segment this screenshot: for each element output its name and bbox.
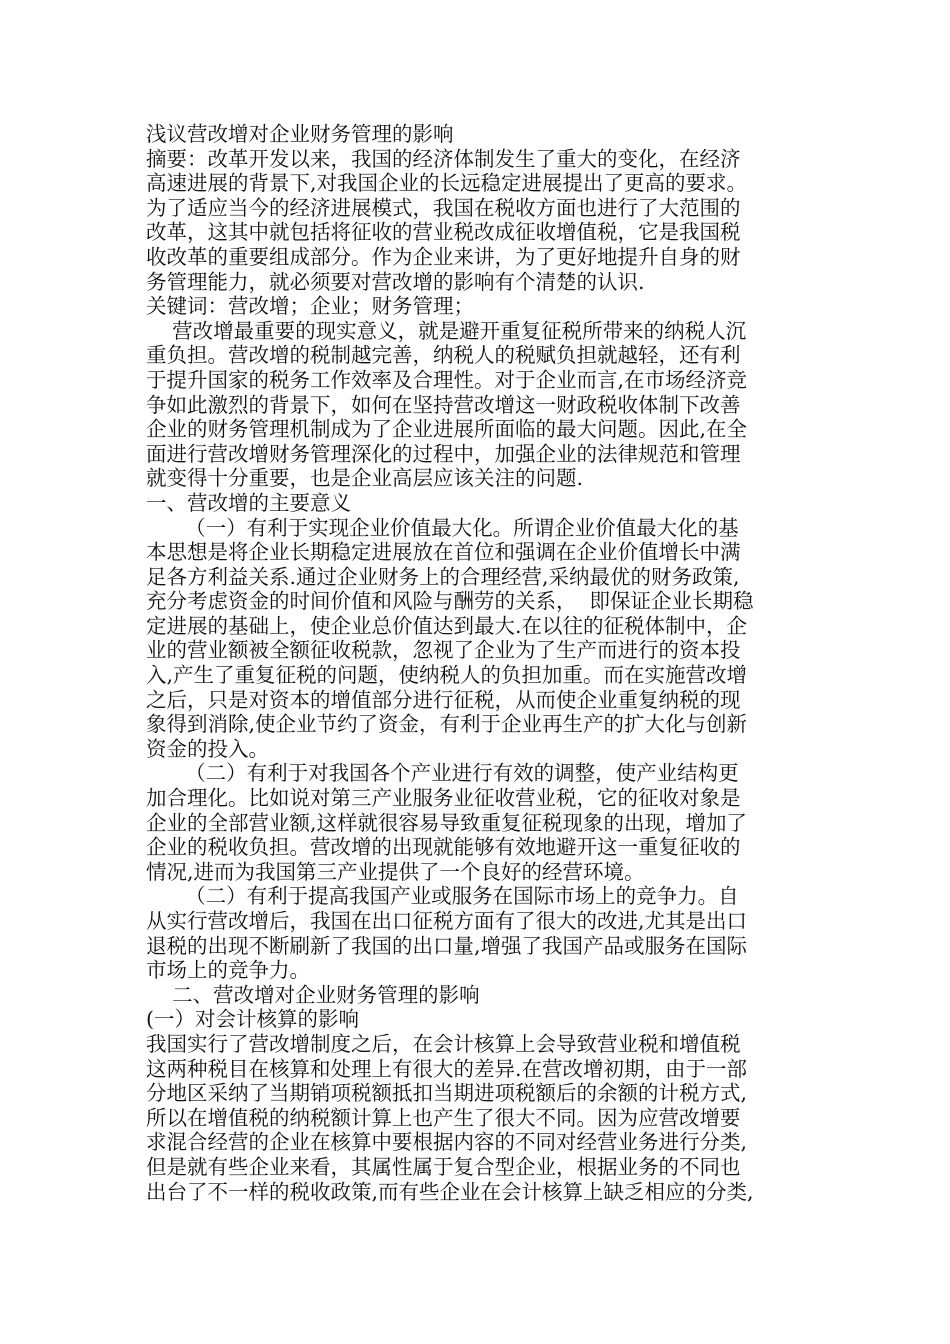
section-2-p1-line-2: 这两种税目在核算和处理上有很大的差异.在营改增初期，由于一部 — [146, 1056, 748, 1081]
section-1-p1-line-3: 足各方利益关系.通过企业财务上的合理经营,采纳最优的财务政策, — [146, 564, 740, 589]
intro-line-1: 营改增最重要的现实意义，就是避开重复征税所带来的纳税人沉 — [146, 318, 747, 343]
abstract-line-4: 改革，这其中就包括将征收的营业税改成征收增值税，它是我国税 — [146, 220, 741, 245]
abstract-line-3: 为了适应当今的经济进展模式，我国在税收方面也进行了大范围的 — [146, 195, 741, 220]
section-1-p1-line-10: 资金的投入。 — [146, 736, 269, 761]
section-2-heading: 二、营改增对企业财务管理的影响 — [146, 982, 480, 1007]
section-1-p1-line-1: （一）有利于实现企业价值最大化。所谓企业价值最大化的基 — [146, 515, 739, 540]
section-1-p2-line-3: 企业的全部营业额,这样就很容易导致重复征税现象的出现，增加了 — [146, 810, 748, 835]
section-2-p1-line-1: 我国实行了营改增制度之后，在会计核算上会导致营业税和增值税 — [146, 1031, 741, 1056]
intro-line-5: 企业的财务管理机制成为了企业进展所面临的最大问题。因此,在全 — [146, 417, 748, 442]
section-1-p2-line-1: （二）有利于对我国各个产业进行有效的调整，使产业结构更 — [146, 761, 739, 786]
keywords-line: 关键词：营改增；企业；财务管理； — [146, 294, 474, 319]
intro-line-7: 就变得十分重要，也是企业高层应该关注的问题. — [146, 466, 584, 491]
section-2-p1-line-7: 出台了不一样的税收政策,而有些企业在会计核算上缺乏相应的分类, — [146, 1179, 754, 1204]
document-page — [146, 122, 806, 1204]
section-2-p1-line-4: 所以在增值税的纳税额计算上也产生了很大不同。因为应营改增要 — [146, 1105, 741, 1130]
section-2-p1-line-6: 但是就有些企业来看，其属性属于复合型企业，根据业务的不同也 — [146, 1154, 741, 1179]
section-1-p2-line-2: 加合理化。比如说对第三产业服务业征收营业税，它的征收对象是 — [146, 786, 741, 811]
intro-line-4: 争如此激烈的背景下，如何在坚持营改增这一财政税收体制下改善 — [146, 392, 741, 417]
section-1-p2-line-5: 情况,进而为我国第三产业提供了一个良好的经营环境。 — [146, 859, 645, 884]
intro-line-6: 面进行营改增财务管理深化的过程中，加强企业的法律规范和管理 — [146, 441, 741, 466]
intro-line-2: 重负担。营改增的税制越完善，纳税人的税赋负担就越轻，还有利 — [146, 343, 741, 368]
abstract-line-6: 务管理能力，就必须要对营改增的影响有个清楚的认识. — [146, 269, 645, 294]
section-1-p3-line-2: 从实行营改增后，我国在出口征税方面有了很大的改进,尤其是出口 — [146, 909, 748, 933]
section-1-p1-line-9: 象得到消除,使企业节约了资金，有利于企业再生产的扩大化与创新 — [146, 712, 748, 737]
section-1-p1-line-4: 充分考虑资金的时间价值和风险与酬劳的关系， 即保证企业长期稳 — [146, 589, 754, 614]
section-1-p1-line-2: 本思想是将企业长期稳定进展放在首位和强调在企业价值增长中满 — [146, 540, 741, 565]
intro-line-3: 于提升国家的税务工作效率及合理性。对于企业而言,在市场经济竞 — [146, 367, 748, 392]
section-2-p1-line-3: 分地区采纳了当期销项税额抵扣当期进项税额后的余额的计税方式, — [146, 1081, 748, 1106]
section-1-p3-line-4: 市场上的竞争力。 — [146, 958, 310, 983]
section-1-p1-line-7: 入,产生了重复征税的问题，使纳税人的负担加重。而在实施营改增 — [146, 663, 748, 688]
document-title: 浅议营改增对企业财务管理的影响 — [146, 122, 454, 146]
section-1-heading: 一、营改增的主要意义 — [146, 490, 351, 515]
abstract-line-2: 高速进展的背景下,对我国企业的长远稳定进展提出了更高的要求。 — [146, 171, 748, 196]
section-1-p1-line-5: 定进展的基础上，使企业总价值达到最大.在以往的征税体制中，企 — [146, 613, 748, 638]
abstract-line-5: 收改革的重要组成部分。作为企业来讲，为了更好地提升自身的财 — [146, 244, 741, 269]
section-1-p3-line-1: （二）有利于提高我国产业或服务在国际市场上的竞争力。自 — [146, 884, 739, 909]
section-1-p1-line-8: 之后，只是对资本的增值部分进行征税，从而使企业重复纳税的现 — [146, 687, 741, 712]
section-2-p1-line-5: 求混合经营的企业在核算中要根据内容的不同对经营业务进行分类, — [146, 1130, 748, 1155]
section-1-p2-line-4: 企业的税收负担。营改增的出现就能够有效地避开这一重复征收的 — [146, 835, 741, 860]
section-1-p3-line-3: 退税的出现不断刷新了我国的出口量,增强了我国产品或服务在国际 — [146, 933, 748, 958]
subsection-2-1-heading: (一）对会计核算的影响 — [146, 1007, 359, 1032]
section-1-p1-line-6: 业的营业额被全额征收税款，忽视了企业为了生产而进行的资本投 — [146, 638, 741, 663]
abstract-line-1: 摘要：改革开发以来，我国的经济体制发生了重大的变化，在经济 — [146, 146, 741, 171]
